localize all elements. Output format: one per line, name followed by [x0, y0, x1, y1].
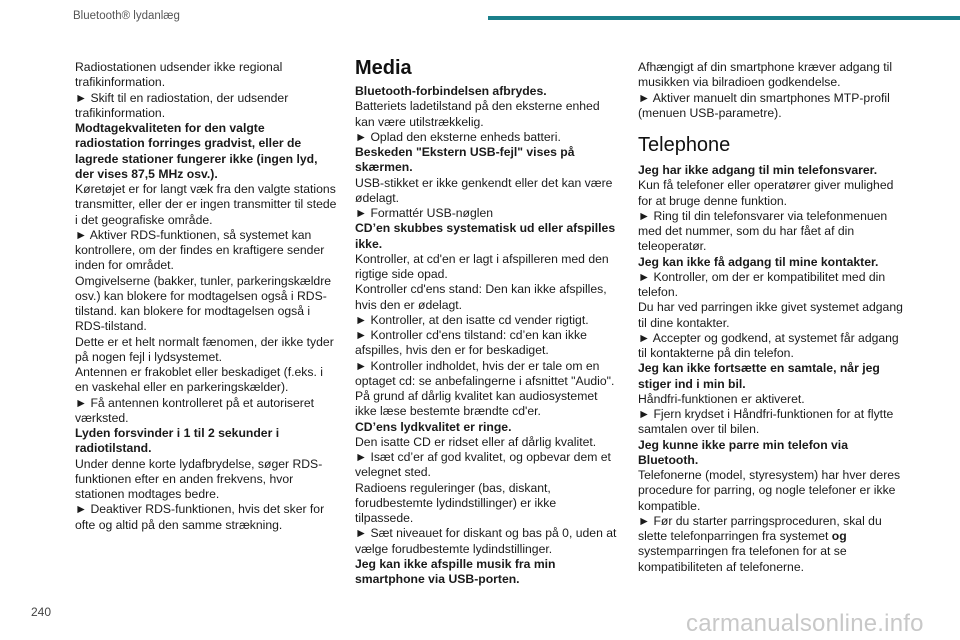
- column-telephone: [638, 60, 908, 575]
- emphasis-text: og: [831, 529, 847, 543]
- watermark: carmanualsonline.info: [686, 610, 924, 637]
- problem-heading: Bluetooth-forbindelsen afbrydes.: [355, 84, 547, 98]
- problem-heading: CD’ens lydkvalitet er ringe.: [355, 419, 512, 434]
- paragraph: Dette er et helt normalt fænomen, der ikke tyder på nogen fejl i lydsystemet.: [75, 334, 334, 364]
- paragraph: Omgivelserne (bakker, tunler, parkeringskældre osv.) kan blokere for modtagelsen også i RDS-tilstand. kan blokere for modtagelsen også i RDS-tilstand.: [75, 273, 332, 334]
- instruction: ► Få antennen kontrolleret på et autoriseret værksted.: [75, 395, 315, 425]
- paragraph: Afhængigt af din smartphone kræver adgang til musikken via bilradioen godkendelse.: [638, 60, 893, 90]
- instruction: ► Formattér USB-nøglen: [355, 206, 494, 220]
- problem-heading: Jeg kan ikke få adgang til mine kontakter.: [638, 254, 879, 269]
- problem-heading: Lyden forsvinder i 1 til 2 sekunder i radiotilstand.: [75, 426, 280, 456]
- instruction: ► Oplad den eksterne enheds batteri.: [355, 129, 561, 144]
- instruction-text: systemparringen fra telefonen for at se kompatibiliteten af telefonerne.: [638, 544, 847, 574]
- instruction: ► Ring til din telefonsvarer via telefonmenuen med det nummer, som du har fået af din teleoperatør.: [638, 208, 888, 254]
- instruction: ► Kontroller cd'ens tilstand: cd’en kan ikke afspilles, hvis den er for beskadiget.: [355, 328, 587, 358]
- problem-heading: CD’en skubbes systematisk ud eller afspilles ikke.: [355, 221, 616, 251]
- problem-heading: Jeg kan ikke afspille musik fra min smartphone via USB-porten.: [355, 556, 556, 586]
- problem-heading: Jeg kan ikke fortsætte en samtale, når jeg stiger ind i min bil.: [638, 361, 880, 391]
- paragraph: På grund af dårlig kvalitet kan audiosystemet ikke læse bestemte brændte cd'er.: [355, 389, 598, 419]
- paragraph: Kun få telefoner eller operatører giver mulighed for at bruge denne funktion.: [638, 178, 894, 208]
- paragraph: Kontroller, at cd'en er lagt i afspilleren med den rigtige side opad.: [355, 251, 609, 281]
- instruction: [638, 514, 908, 575]
- paragraph: Håndfri-funktionen er aktiveret.: [638, 391, 805, 406]
- paragraph: Telefonerne (model, styresystem) har hver deres procedure for parring, og nogle telefoner er ikke kompatible.: [638, 468, 901, 513]
- instruction-text: ► Før du starter parringsproceduren, skal du slette telefonparringen fra systemet: [638, 513, 882, 543]
- paragraph: Du har ved parringen ikke givet systemet adgang til dine kontakter.: [638, 300, 903, 330]
- instruction: ► Deaktiver RDS-funktionen, hvis det sker for ofte og altid på den samme strækning.: [75, 502, 325, 532]
- paragraph: Radiostationen udsender ikke regional trafikinformation.: [75, 60, 283, 90]
- column-media: [355, 56, 617, 587]
- paragraph: Under denne korte lydafbrydelse, søger RDS-funktionen efter en anden frekvens, hvor stationen modtages bedre.: [75, 456, 323, 501]
- instruction: ► Isæt cd’er af god kvalitet, og opbevar dem et velegnet sted.: [355, 450, 611, 480]
- instruction: ► Fjern krydset i Håndfri-funktionen for at flytte samtalen over til bilen.: [638, 407, 894, 437]
- page-number: 240: [31, 605, 52, 619]
- instruction: ► Skift til en radiostation, der udsender trafikinformation.: [75, 90, 289, 120]
- paragraph: Køretøjet er for langt væk fra den valgte stations transmitter, eller der er ingen transmitter til stede i det geografiske område.: [75, 182, 337, 227]
- paragraph: Radioens reguleringer (bas, diskant, forudbestemte lydindstillinger) er ikke tilpassede.: [355, 480, 557, 525]
- problem-heading: Beskeden "Ekstern USB-fejl" vises på skærmen.: [355, 145, 575, 175]
- problem-heading: Modtagekvaliteten for den valgte radiostation forringes gradvist, eller de lagrede stationer fungerer ikke (ingen lyd, der vises 87,5 MHz osv.).: [75, 121, 318, 181]
- column-radio: [75, 60, 337, 533]
- instruction: ► Kontroller, at den isatte cd vender rigtigt.: [355, 312, 589, 327]
- problem-heading: Jeg kunne ikke parre min telefon via Bluetooth.: [638, 437, 848, 467]
- instruction: ► Kontroller, om der er kompatibilitet med din telefon.: [638, 269, 886, 299]
- paragraph: Den isatte CD er ridset eller af dårlig kvalitet.: [355, 434, 597, 449]
- media-section-heading: Media: [355, 57, 412, 79]
- header-accent-bar: [488, 16, 960, 20]
- problem-heading: Jeg har ikke adgang til min telefonsvarer.: [638, 163, 878, 177]
- instruction: ► Aktiver manuelt din smartphones MTP-profil (menuen USB-parametre).: [638, 90, 890, 120]
- paragraph: Batteriets ladetilstand på den eksterne enhed kan være utilstrækkelig.: [355, 99, 600, 129]
- paragraph: Antennen er frakoblet eller beskadiget (f.eks. i en vaskehal eller en parkeringskælder).: [75, 365, 323, 395]
- telephone-section-heading: Telephone: [638, 134, 731, 156]
- instruction: ► Accepter og godkend, at systemet får adgang til kontakterne på din telefon.: [638, 330, 899, 360]
- instruction: ► Kontroller indholdet, hvis der er tale om en optaget cd: se anbefalingerne i afsnittet "Audio".: [355, 358, 615, 388]
- paragraph: Kontroller cd'ens stand: Den kan ikke afspilles, hvis den er ødelagt.: [355, 282, 607, 312]
- instruction: ► Aktiver RDS-funktionen, så systemet kan kontrollere, om der findes en kraftigere sender inden for området.: [75, 227, 325, 273]
- instruction: ► Sæt niveauet for diskant og bas på 0, uden at vælge forudbestemte lydindstillinger.: [355, 526, 617, 556]
- paragraph: USB-stikket er ikke genkendt eller det kan være ødelagt.: [355, 175, 613, 205]
- running-header-title: Bluetooth® lydanlæg: [73, 10, 180, 22]
